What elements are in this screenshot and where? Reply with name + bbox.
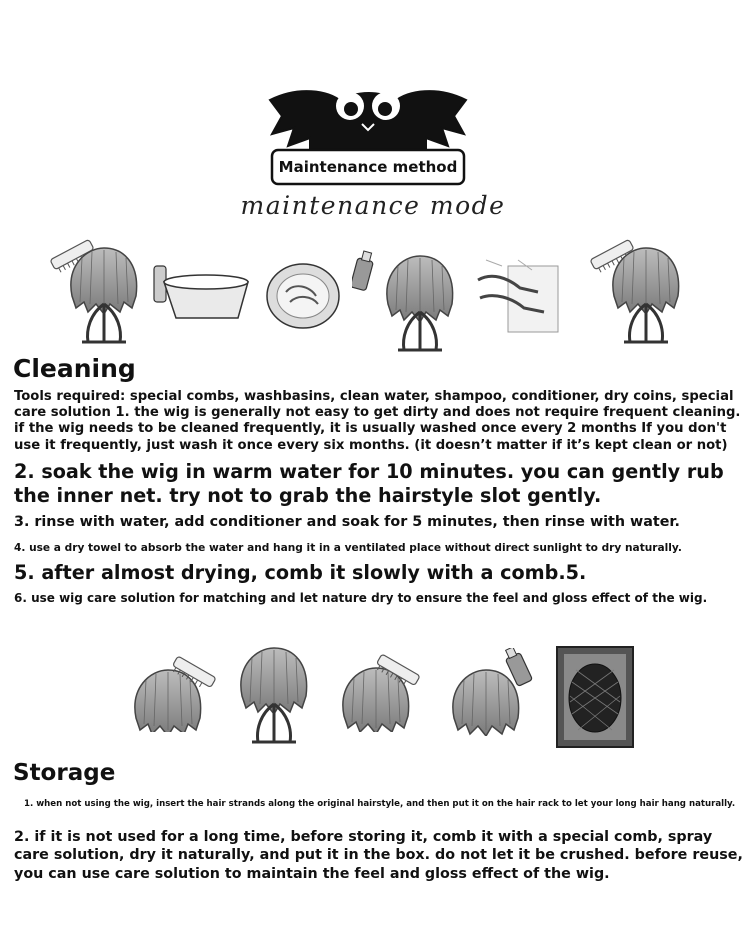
water-bowl-hands-icon [264,262,342,330]
washbasin-icon [150,262,252,324]
cleaning-step-4: 4. use a dry towel to absorb the water and hang it in a ventilated place without direct sunlight to dry naturally. [14,542,682,554]
storage-heading: Storage [13,760,116,786]
cleaning-illustrations [0,238,750,358]
cleaning-tools-paragraph: Tools required: special combs, washbasins, clean water, shampoo, conditioner, dry coins, special care solution 1. the wig is generally not easy to get dirty and does not require frequent cleaning. if the wig needs to be cleaned frequently, it is usually washed once every 2 months If you don't use it frequently, just wash it once every six months. (it doesn’t matter if it’s kept clean or not) [14,389,741,453]
badge-label: Maintenance method [278,158,458,176]
cleaning-step-3: 3. rinse with water, add conditioner and soak for 5 minutes, then rinse with water. [14,514,680,530]
cleaning-step-2: 2. soak the wig in warm water for 10 minutes. you can gently rub the inner net. try not to grab the hairstyle slot gently. [14,460,724,507]
towel-hands-icon [472,252,564,334]
storage-step-1: 1. when not using the wig, insert the hair strands along the original hairstyle, and then put it on the hair rack to let your long hair hang naturally. [24,799,736,809]
wig-on-stand-icon [232,642,316,746]
comb-wig-icon [44,238,144,350]
comb-wig-icon [584,238,688,350]
script-title: maintenance mode [240,191,506,220]
storage-step-2: 2. if it is not used for a long time, before storing it, comb it with a special comb, spray care solution, dry it naturally, and put it in the box. do not let it be crushed. before reuse, you can use care solution to maintain the feel and gloss effect of the wig. [14,829,743,882]
spray-wig-icon [444,648,536,736]
spray-wig-icon [352,246,462,356]
comb-wig-icon [334,648,430,732]
cleaning-step-6: 6. use wig care solution for matching and let nature dry to ensure the feel and gloss effect of the wig. [14,591,708,605]
cleaning-step-5: 5. after almost drying, comb it slowly with a comb.5. [14,561,587,584]
cleaning-heading: Cleaning [13,354,136,383]
hairnet-box-icon [556,646,634,748]
storage-illustrations [0,640,750,750]
comb-wig-icon [126,652,222,732]
